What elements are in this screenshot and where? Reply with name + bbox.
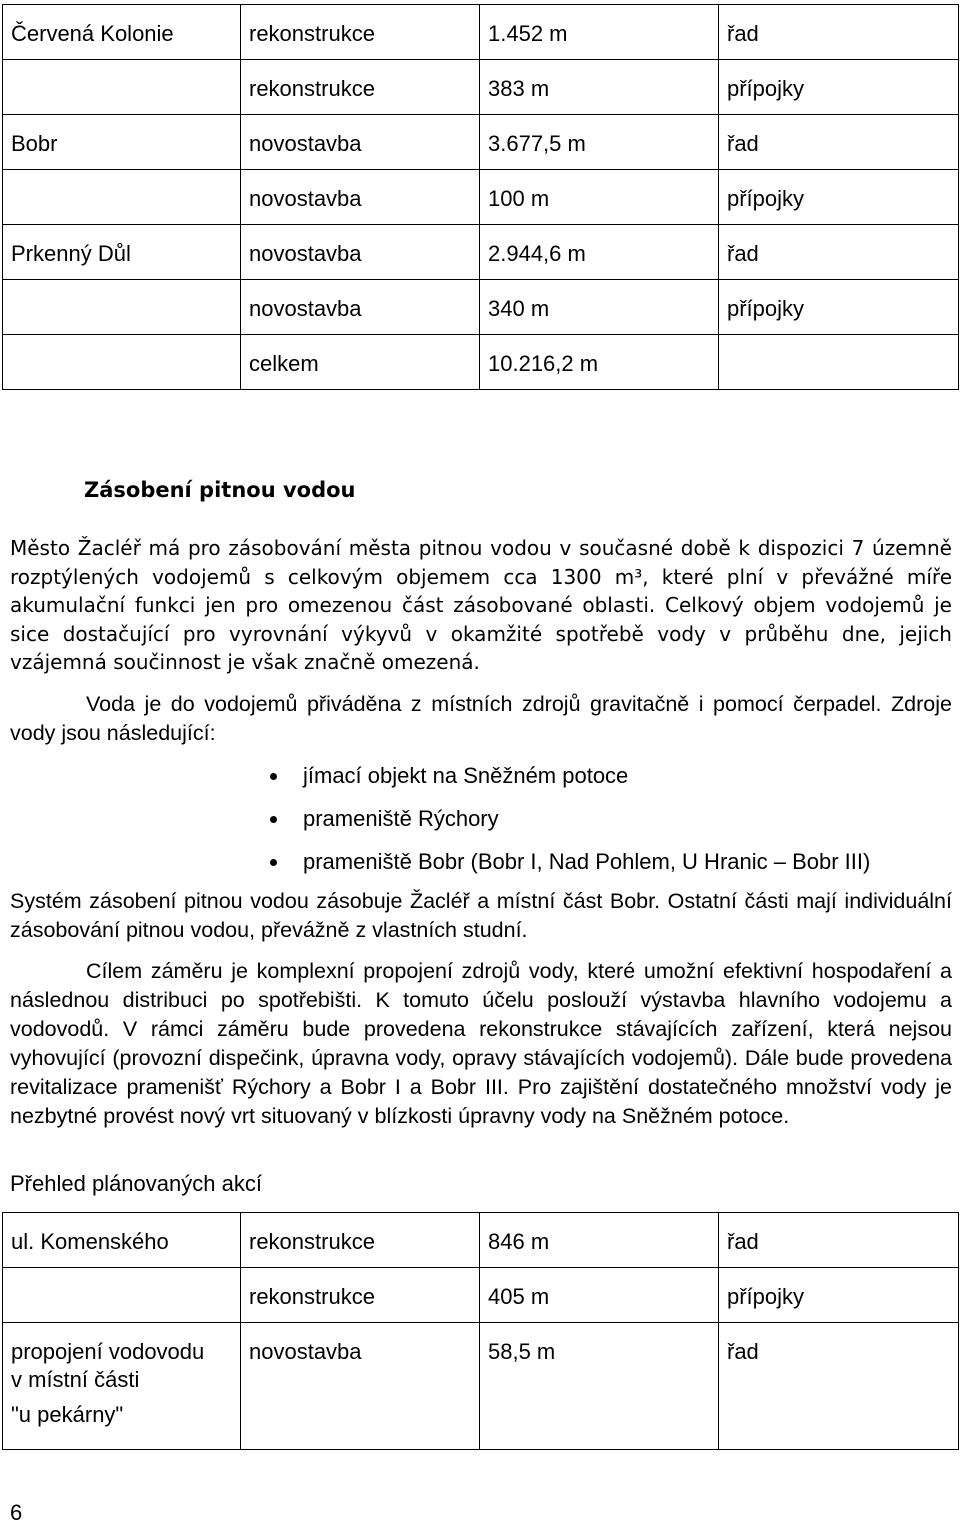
table-row [3,5,959,60]
planned-actions-table [2,1212,959,1450]
list-item-text: jímací objekt na Sněžném potoce [303,763,629,788]
bullet-icon [270,859,277,866]
cell-line: v místní části [11,1367,140,1392]
table-cell: 846 m [480,1213,719,1268]
table-cell: novostavba [241,280,480,335]
table-cell [3,335,241,390]
table-row [3,225,959,280]
overview-label: Přehled plánovaných akcí [10,1171,262,1196]
table-cell: novostavba [241,1323,480,1450]
table-cell: řad [719,1323,959,1450]
page-number: 6 [10,1500,23,1525]
list-item-text: prameniště Rýchory [303,806,499,831]
table-cell: 3.677,5 m [480,115,719,170]
table-row [3,335,959,390]
bullet-icon [270,773,277,780]
table-cell: celkem [241,335,480,390]
table-cell: 10.216,2 m [480,335,719,390]
paragraph-goal: Cílem záměru je komplexní propojení zdrojů vody, které umožní efektivní hospodaření a následnou distribuci po spotřebišti. K tomuto účelu poslouží výstavba hlavního vodojemu a vodovodů. V rámci záměru bude provedena rekonstrukce stávajících zařízení, která nejsou vyhovující (provozní dispečink, úpravna vody, opravy stávajících vodojemů). Dále bude provedena revitalizace pramenišť Rýchory a Bobr I a Bobr III. Pro zajištění dostatečného množství vody je nezbytné provést nový vrt situovaný v blízkosti úpravny vody na Sněžném potoce. [10,959,952,1128]
table-cell: přípojky [719,280,959,335]
table-cell [3,1268,241,1323]
bullet-icon [270,816,277,823]
list-item-text: prameniště Bobr (Bobr I, Nad Pohlem, U Hranic – Bobr III) [303,849,871,874]
table-row [3,60,959,115]
table-cell: řad [719,5,959,60]
cell-line: propojení vodovodu [11,1339,205,1364]
table-cell: řad [719,1213,959,1268]
table-cell [3,280,241,335]
table-cell: Prkenný Důl [3,225,241,280]
table-row [3,115,959,170]
table-row [3,280,959,335]
table-cell: ul. Komenského [3,1213,241,1268]
table-row [3,170,959,225]
paragraph-system: Systém zásobení pitnou vodou zásobuje Žacléř a místní část Bobr. Ostatní části mají individuální zásobování pitnou vodou, převážně z vlastních studní. [10,889,952,942]
table-cell [3,1323,241,1450]
list-item [270,760,870,803]
table-cell: přípojky [719,60,959,115]
table-cell: rekonstrukce [241,1213,480,1268]
list-item [270,846,870,889]
water-sources-list [270,760,870,889]
paragraph-sources: Voda je do vodojemů přiváděna z místních zdrojů gravitačně i pomocí čerpadel. Zdroje vody jsou následující: [10,692,952,745]
table-cell: rekonstrukce [241,1268,480,1323]
list-item [270,803,870,846]
table-cell: přípojky [719,170,959,225]
table-cell: 405 m [480,1268,719,1323]
table-cell: 1.452 m [480,5,719,60]
table-cell: rekonstrukce [241,60,480,115]
table-cell: novostavba [241,225,480,280]
table-cell: novostavba [241,170,480,225]
table-cell [3,170,241,225]
table-cell [3,60,241,115]
table-cell: rekonstrukce [241,5,480,60]
table-row [3,1213,959,1268]
table-cell: 383 m [480,60,719,115]
table-row [3,1268,959,1323]
table-cell: 100 m [480,170,719,225]
paragraph-intro: Město Žacléř má pro zásobování města pitnou vodou v současné době k dispozici 7 územně rozptýlených vodojemů s celkovým objemem cca 1300 m³, které plní v převážné míře akumulační funkci jen pro omezenou část zásobované oblasti. Celkový objem vodojemů je sice dostačující pro vyrovnání výkyvů v okamžité spotřebě vody v průběhu dne, jejich vzájemná součinnost je však značně omezená. [10,536,952,674]
table-cell: přípojky [719,1268,959,1323]
table-cell: řad [719,115,959,170]
table-cell: řad [719,225,959,280]
section-heading: Zásobení pitnou vodou [84,478,356,502]
network-length-table-1 [2,4,959,390]
table-row [3,1323,959,1450]
table-cell: Červená Kolonie [3,5,241,60]
table-cell: 2.944,6 m [480,225,719,280]
table-cell: 58,5 m [480,1323,719,1450]
table-cell: Bobr [3,115,241,170]
table-cell [719,335,959,390]
cell-line: "u pekárny" [11,1402,124,1427]
table-cell: novostavba [241,115,480,170]
table-cell: 340 m [480,280,719,335]
